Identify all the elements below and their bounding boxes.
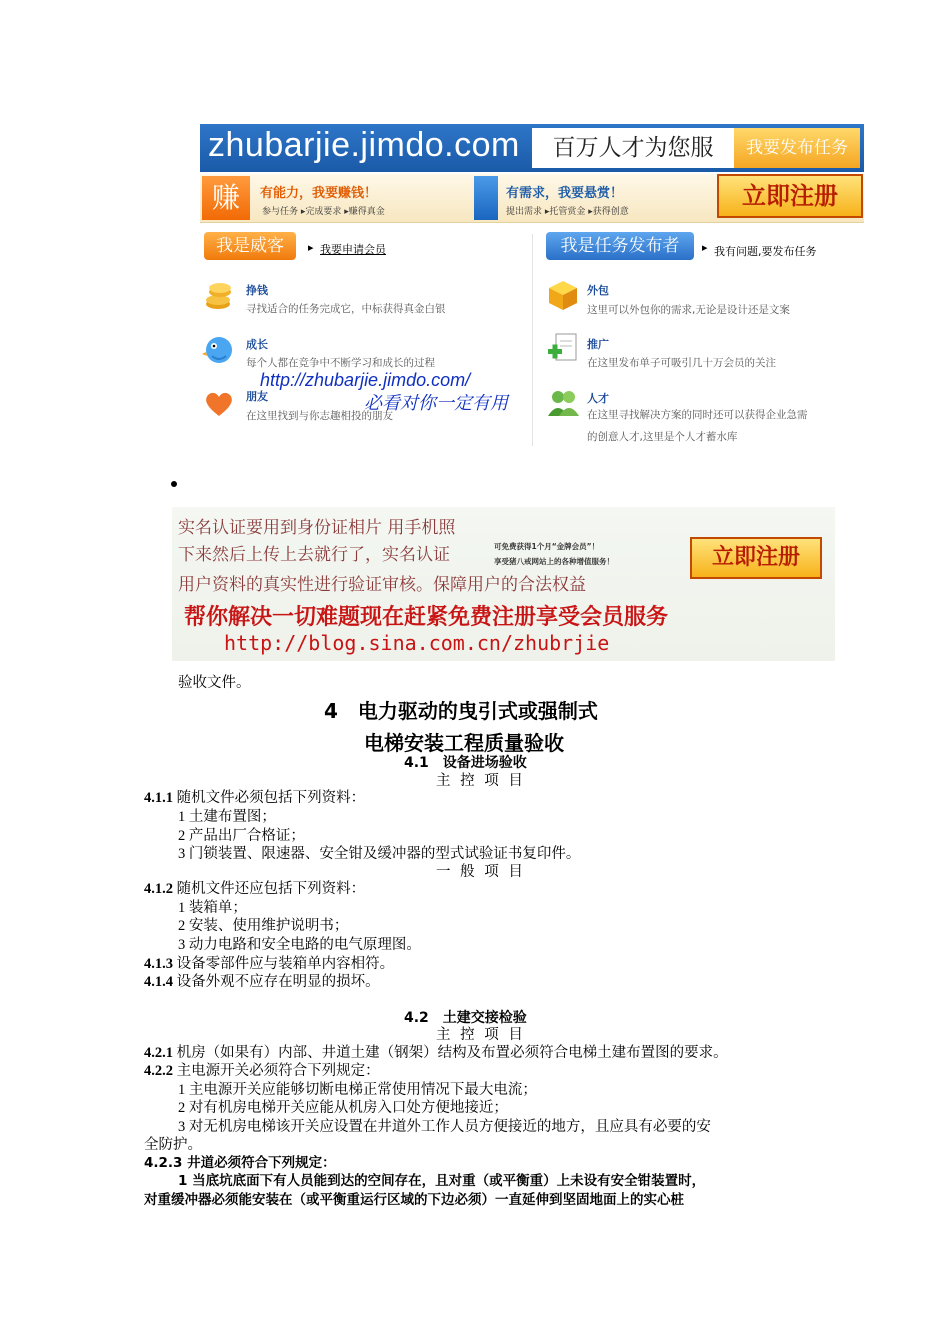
list-bullet [171,481,177,487]
section-4-1-title: 4.1 设备进场验收 [404,755,527,771]
banner-verification[interactable] [172,507,835,661]
feature-friend-desc: 在这里找到与你志趣相投的朋友 [246,410,393,422]
clause-text: 设备零部件应与装箱单内容相符。 [176,956,395,972]
banner2-headline: 帮你解决一切难题现在赶紧免费注册享受会员服务 [184,605,669,630]
feature-talent-desc-2: 的创意人才,这里是个人才蓄水库 [587,431,738,443]
earn-heading: 有能力，我要赚钱！ [260,186,378,201]
clause-number: 4.1.1 [144,790,173,806]
cube-icon [546,278,580,312]
apply-member-link[interactable]: 我要申请会员 [320,243,386,256]
publish-task-button[interactable]: 我要发布任务 [734,128,860,168]
column-divider [532,234,533,446]
feature-grow-desc: 每个人都在竞争中不断学习和成长的过程 [246,357,435,369]
list-item-continued: 全防护。 [144,1137,202,1153]
list-item: 2 产品出厂合格证； [178,828,305,844]
banner-domain: zhubarjie.jimdo.com [208,126,520,164]
need-steps: 提出需求 ▸托管赏金 ▸获得创意 [506,207,629,217]
chapter-title-1: 4 电力驱动的曳引式或强制式 [324,699,598,723]
witkey-tag[interactable]: 我是威客 [204,232,296,260]
clause-4-2-2 [144,1059,380,1080]
clause-text: 机房（如果有）内部、井道土建（钢架）结构及布置必须符合电梯土建布置图的要求。 [176,1045,728,1061]
publisher-tag[interactable]: 我是任务发布者 [546,232,694,260]
list-item: 2 对有机房电梯开关应能从机房入口处方便地接近； [178,1100,508,1116]
banner-header-bar [200,124,864,172]
clause-4-1-2 [144,877,365,898]
main-items-heading-2: 主 控 项 目 [436,1027,526,1043]
banner2-url[interactable]: http://blog.sina.com.cn/zhubrjie [224,631,610,655]
feature-grow-title: 成长 [246,338,268,351]
feature-earn-title: 挣钱 [246,284,268,297]
list-item: 1 主电源开关应能够切断电梯正常使用情况下最大电流； [178,1082,537,1098]
main-items-heading: 主 控 项 目 [436,773,526,789]
register-button[interactable]: 立即注册 [717,174,863,218]
feature-promote-desc: 在这里发布单子可吸引几十万会员的关注 [587,357,776,369]
heart-icon [202,386,236,420]
register-button-2[interactable]: 立即注册 [690,537,822,579]
banner-zhubajie-top[interactable] [200,124,864,450]
bird-icon [202,332,236,366]
clause-text: 井道必须符合下列规定： [187,1155,336,1171]
banner-action-row [200,174,864,223]
banner-slogan: 百万人才为您服 [532,128,734,168]
banner2-line-2: 下来然后上传上去就行了，实名认证 [178,545,450,565]
clause-number: 4.2.2 [144,1063,173,1079]
section-4-2-title: 4.2 土建交接检验 [404,1010,527,1026]
clause-4-1-4 [144,970,380,991]
publish-task-link[interactable]: 我有问题,要发布任务 [714,245,817,258]
clause-number: 4.1.4 [144,974,173,990]
feature-earn-desc: 寻找适合的任务完成它，中标获得真金白银 [246,303,446,315]
clause-text: 随机文件必须包括下列资料： [176,790,366,806]
feature-outsource-title: 外包 [587,284,609,297]
earn-badge: 赚 [202,176,250,220]
list-item-continued: 对重缓冲器必须能安装在（或平衡重运行区域的下边必须）一直延伸到坚固地面上的实心桩 [144,1192,684,1208]
list-item: 1 装箱单； [178,900,247,916]
coins-icon [204,278,238,312]
banner2-offer-2: 享受猪八戒网站上的各种增值服务！ [494,557,614,566]
promo-text: 必看对你一定有用 [364,393,508,413]
feature-outsource-desc: 这里可以外包你的需求,无论是设计还是文案 [587,304,790,316]
people-icon [546,386,580,420]
clause-number: 4.2.1 [144,1045,173,1061]
need-badge [474,176,498,220]
publisher-arrow: ▸ [702,241,708,254]
document-plus-icon [546,332,580,366]
feature-friend-title: 朋友 [246,390,268,403]
earn-steps: 参与任务 ▸完成要求 ▸赚得真金 [262,207,385,217]
feature-talent-desc: 在这里寻找解决方案的同时还可以获得企业急需 [587,409,808,421]
clause-number: 4.1.2 [144,881,173,897]
list-item: 3 动力电路和安全电路的电气原理图。 [178,937,421,953]
chapter-title-2: 电梯安装工程质量验收 [364,731,564,755]
list-item: 1 土建布置图； [178,809,276,825]
list-item: 1 当底坑底面下有人员能到达的空间存在，且对重（或平衡重）上未设有安全钳装置时， [178,1173,706,1189]
list-item: 3 对无机房电梯该开关应设置在井道外工作人员方便接近的地方，且应具有必要的安 [178,1119,711,1135]
need-heading: 有需求，我要悬赏！ [506,186,624,201]
banner2-line-3: 用户资料的真实性进行验证审核。保障用户的合法权益 [178,575,586,595]
clause-4-1-1 [144,786,365,807]
clause-number: 4.1.3 [144,956,173,972]
promo-url[interactable]: http://zhubarjie.jimdo.com/ [260,370,471,390]
intro-text: 验收文件。 [178,675,251,691]
clause-4-2-3 [144,1151,336,1171]
feature-promote-title: 推广 [587,338,609,351]
clause-text: 设备外观不应存在明显的损坏。 [176,974,380,990]
banner2-offer-1: 可免费获得1个月“金牌会员”！ [494,542,600,551]
feature-talent-title: 人才 [587,392,609,405]
general-items-heading: 一 般 项 目 [436,864,526,880]
clause-number: 4.2.3 [144,1155,183,1171]
clause-text: 随机文件还应包括下列资料： [176,881,366,897]
list-item: 2 安装、使用维护说明书； [178,918,349,934]
banner2-line-1: 实名认证要用到身份证相片 用手机照 [178,518,456,538]
witkey-arrow: ▸ [308,241,314,254]
clause-text: 主电源开关必须符合下列规定： [176,1063,380,1079]
list-item: 3 门锁装置、限速器、安全钳及缓冲器的型式试验证书复印件。 [178,846,581,862]
